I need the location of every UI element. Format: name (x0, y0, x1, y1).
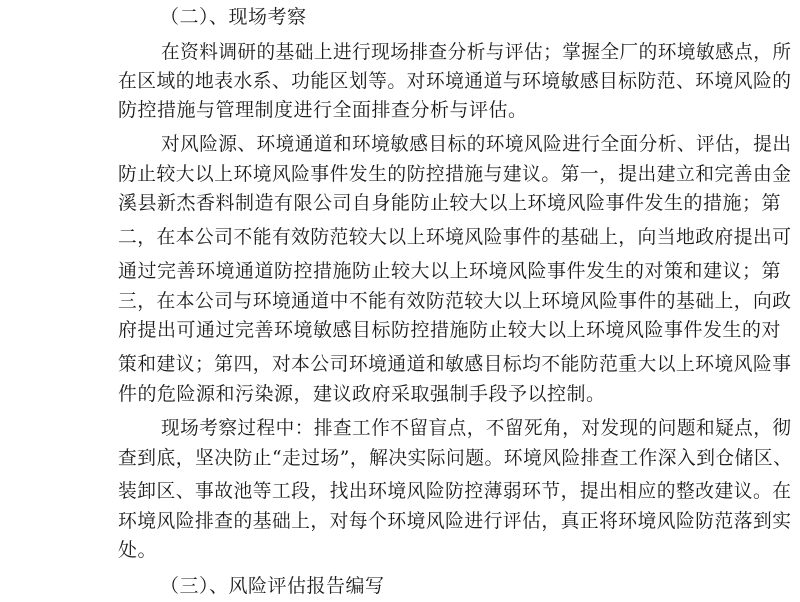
paragraph-line: 在资料调研的基础上进行现场排查分析与评估；掌握全厂的环境敏感点，所 (161, 41, 792, 63)
paragraph-line: 防控措施与管理制度进行全面排查分析与评估。 (118, 99, 528, 121)
paragraph-line: 通过完善环境通道防控措施防止较大以上环境风险事件发生的对策和建议；第 (118, 260, 782, 282)
section-heading: （三）、风险评估报告编写 (160, 575, 385, 597)
paragraph-line: 策和建议；第四，对本公司环境通道和敏感目标均不能防范重大以上环境风险事 (118, 353, 792, 375)
paragraph-line: 二，在本公司不能有效防范较大以上环境风险事件的基础上，向当地政府提出可 (118, 226, 792, 248)
paragraph-line: 府提出可通过完善环境敏感目标防控措施防止较大以上环境风险事件发生的对 (118, 319, 782, 341)
paragraph-line: 防止较大以上环境风险事件发生的防控措施与建议。第一，提出建立和完善由金 (118, 163, 792, 185)
paragraph-line: 在区域的地表水系、功能区划等。对环境通道与环境敏感目标防范、环境风险的 (118, 70, 792, 92)
paragraph-line: 装卸区、事故池等工段，找出环境风险防控薄弱环节，提出相应的整改建议。在 (118, 480, 792, 502)
paragraph-line: 对风险源、环境通道和环境敏感目标的环境风险进行全面分析、评估，提出 (161, 133, 792, 155)
paragraph-line: 现场考察过程中：排查工作不留盲点，不留死角，对发现的问题和疑点，彻 (161, 417, 792, 439)
paragraph-line: 溪县新杰香料制造有限公司自身能防止较大以上环境风险事件发生的措施；第 (118, 192, 782, 214)
paragraph-line: 处。 (118, 539, 158, 561)
paragraph-line: 件的危险源和污染源，建议政府采取强制手段予以控制。 (118, 383, 606, 405)
paragraph-line: 环境风险排查的基础上，对每个环境风险进行评估，真正将环境风险防范落到实 (118, 510, 792, 532)
paragraph-line: 三，在本公司与环境通道中不能有效防范较大以上环境风险事件的基础上，向政 (118, 290, 792, 312)
paragraph-line: 查到底，坚决防止“走过场”，解决实际问题。环境风险排查工作深入到仓储区、 (118, 447, 793, 469)
section-heading: （二）、现场考察 (160, 6, 307, 28)
